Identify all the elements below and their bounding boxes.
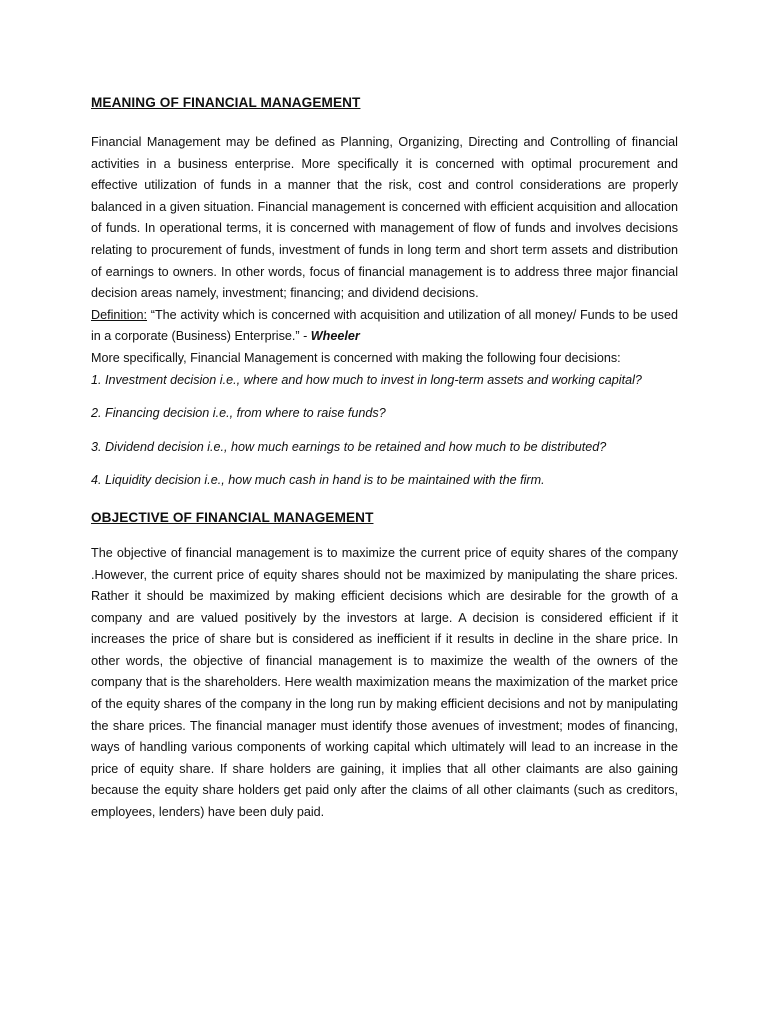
decision-dividend: 3. Dividend decision i.e., how much earnings to be retained and how much to be distributed? (91, 439, 607, 454)
definition-text: “The activity which is concerned with acquisition and utilization of all money/ Funds to be used in a corporate (Business) Enterprise.” - (91, 307, 678, 344)
decision-financing: 2. Financing decision i.e., from where to raise funds? (91, 406, 386, 421)
definition-label: Definition: (91, 307, 148, 322)
decision-liquidity: 4. Liquidity decision i.e., how much cash in hand is to be maintained with the firm. (91, 473, 545, 488)
definition-author: Wheeler (310, 329, 360, 344)
meaning-heading: MEANING OF FINANCIAL MANAGEMENT (91, 95, 361, 110)
objective-heading: OBJECTIVE OF FINANCIAL MANAGEMENT (91, 509, 374, 525)
meaning-paragraph: Financial Management may be defined as Planning, Organizing, Directing and Controlling of financial activities in a business enterprise. More specifically it is concerned with optimal procurement and effective utilization of funds in a manner that the risk, cost and control considerations are properly balanced in a given situation. Financial management is concerned with efficient acquisition and allocation of funds. In operational terms, it is concerned with management of flow of funds and involves decisions relating to procurement of funds, investment of funds in long term and short term assets and distribution of earnings to owners. In other words, focus of financial management is to address three major financial decision areas namely, investment; financing; and dividend decisions. (91, 135, 678, 301)
decisions-lead-in: More specifically, Financial Management is concerned with making the following four decisions: (91, 350, 621, 365)
document-body (91, 93, 678, 824)
definition-paragraph (91, 305, 678, 348)
objective-paragraph: The objective of financial management is to maximize the current price of equity shares of the company .However, the current price of equity shares should not be maximized by manipulating the share prices. Rather it should be maximized by making efficient decisions which are desirable for the growth of a company and are valued positively by the investors at large. A decision is considered efficient if it increases the price of share but is considered as inefficient if it results in decline in the share price. In other words, the objective of financial management is to maximize the wealth of the owners of the company that is the shareholders. Here wealth maximization means the maximization of the market price of the equity shares of the company in the long run by making efficient decisions and not by manipulating the share prices. The financial manager must identify those avenues of investment; modes of financing, ways of handling various components of working capital which ultimately will lead to an increase in the price of equity share. If share holders are gaining, it implies that all other claimants are also gaining because the equity share holders get paid only after the claims of all other claimants (such as creditors, employees, lenders) have been duly paid. (91, 545, 678, 820)
decision-investment: 1. Investment decision i.e., where and how much to invest in long-term assets and working capital? (91, 372, 642, 387)
